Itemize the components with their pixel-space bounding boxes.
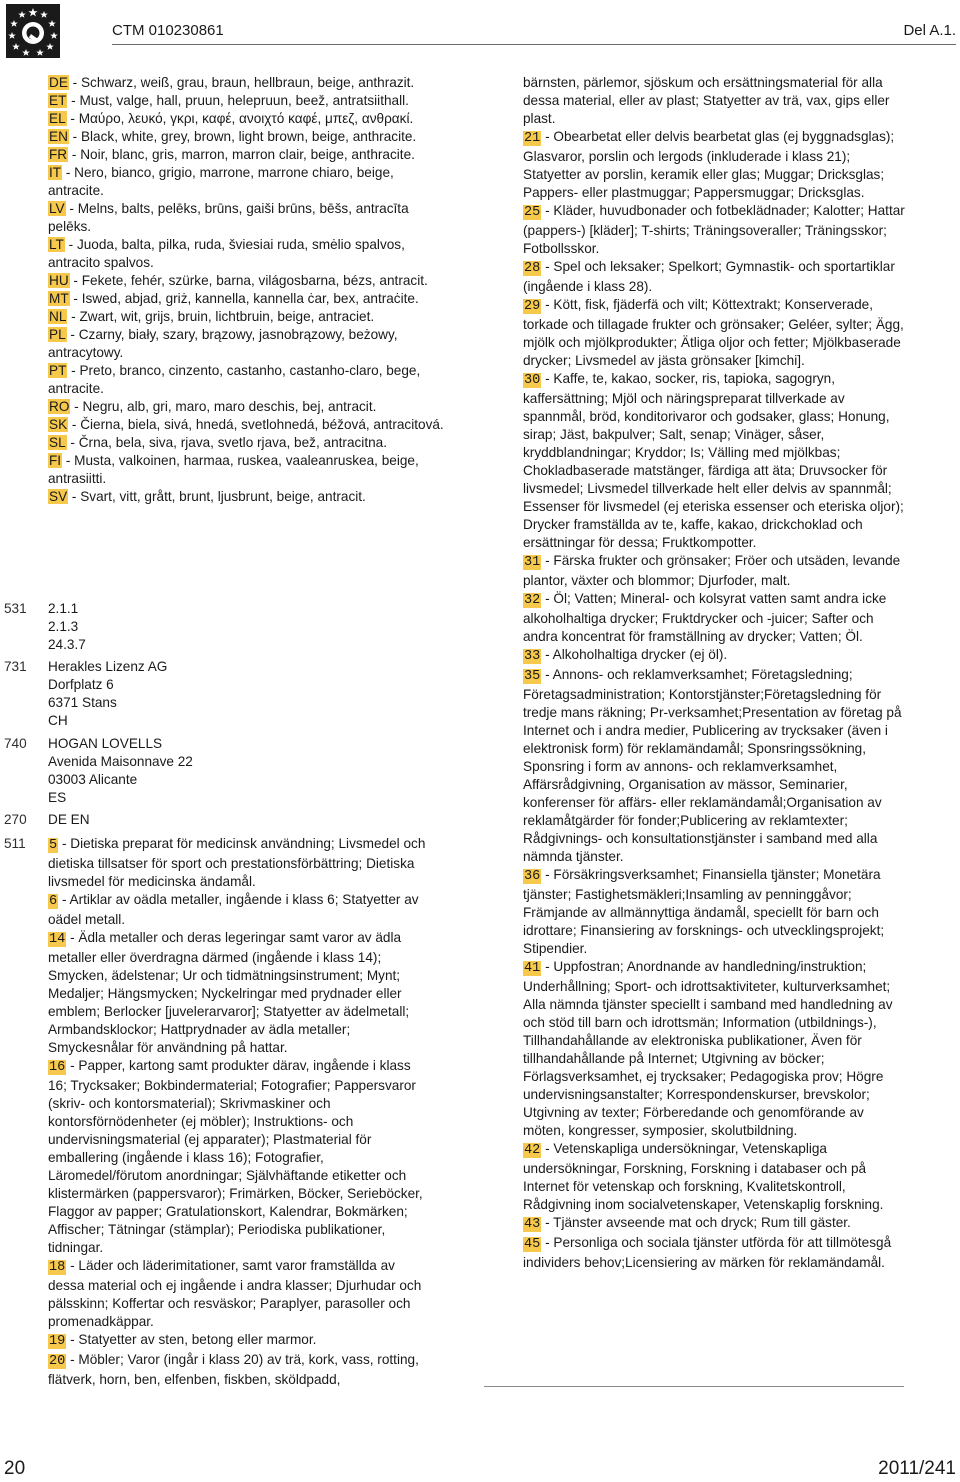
colour-entry <box>48 272 448 290</box>
colour-entry <box>48 92 448 110</box>
goods-services-right <box>523 74 908 1272</box>
language-code: IT <box>49 165 62 180</box>
goods-class-entry <box>48 1351 433 1389</box>
colour-entry <box>48 128 448 146</box>
class-number: 31 <box>524 555 541 570</box>
class-number: 21 <box>524 131 541 146</box>
applicant-city: 6371 Stans <box>48 695 117 710</box>
class-text: - Papper, kartong samt produkter därav, ingående i klass 16; Trycksaker; Bokbindermaterial; Fotografier; Pappersvaror (skriv- och kontorsmaterial); Skrivmaskiner och kontorsförnödenheter (ej möbler); Instruktions- och undervisningsmaterial (ej apparater); Plastmaterial för emballering (ingående i klass 16); Fotografier, Läromedel/förutom anordningar; Självhäftande etiketter och klistermärken (pappersvaror); Frimärken, Böcker, Serieböcker, Flaggor av papper; Gratulationskort, Kalendrar, Bokmärken; Affischer; Tätningar (stämplar); Periodiska publikationer, tidningar. <box>48 1058 423 1255</box>
applicant-country: CH <box>48 713 68 728</box>
colour-entry <box>48 398 448 416</box>
section-part: Del A.1. <box>903 22 956 39</box>
class-number: 43 <box>524 1217 541 1232</box>
language-code: ET <box>49 93 67 108</box>
class-number: 20 <box>49 1354 66 1369</box>
goods-class-entry <box>523 1214 908 1234</box>
goods-class-entry <box>48 1057 433 1257</box>
colour-entry <box>48 488 448 506</box>
goods-class-entry <box>523 552 908 590</box>
class-number: 29 <box>524 299 541 314</box>
colour-entry <box>48 200 448 236</box>
colour-entry <box>48 146 448 164</box>
field-number-511: 511 <box>4 836 26 851</box>
class-text: - Läder och läderimitationer, samt varor framställda av dessa material och ej ingående i andra klasser; Djurhudar och pälsskinn; Koffertar och resväskor; Paraplyer, parasoller och promenadkäppar. <box>48 1258 422 1329</box>
representative-country: ES <box>48 790 67 805</box>
class-text: - Obearbetat eller delvis bearbetat glas (ej byggnadsglas); Glasvaror, porslin och lergods (inkluderade i klass 21); Statyetter av porslin, keramik eller glas; Muggar; Dricksglas; Pappers- eller plastmuggar; Pappersmuggar; Dricksglas. <box>523 129 895 200</box>
class-number: 6 <box>49 894 58 909</box>
colour-entry <box>48 164 448 200</box>
class-number: 42 <box>524 1143 541 1158</box>
colour-entry <box>48 110 448 128</box>
representative-street: Avenida Maisonnave 22 <box>48 754 193 769</box>
colour-text: - Melns, balts, pelēks, brūns, gaiši brūns, bēšs, antracīta pelēks. <box>48 201 409 234</box>
language-code: LT <box>49 237 64 252</box>
colour-text: - Noir, blanc, gris, marron, marron clair, beige, anthracite. <box>68 147 415 162</box>
colour-text: - Iswed, abjad, griż, kannella, kannella ċar, bex, antraċite. <box>69 291 419 306</box>
language-code: PT <box>49 363 67 378</box>
colour-entry <box>48 326 448 362</box>
class-text: - Spel och leksaker; Spelkort; Gymnastik- och sportartiklar (ingående i klass 28). <box>523 259 895 294</box>
goods-class-entry <box>523 202 908 258</box>
goods-class-entry <box>523 646 908 666</box>
colour-entry <box>48 452 448 488</box>
goods-class-entry <box>523 1234 908 1272</box>
colour-text: - Preto, branco, cinzento, castanho, castanho-claro, bege, antracite. <box>48 363 421 396</box>
classification-code: 2.1.1 <box>48 601 79 616</box>
class-text: - Statyetter av sten, betong eller marmor. <box>66 1332 317 1347</box>
language-code: DE <box>49 75 68 90</box>
class-text: - Personliga och sociala tjänster utförda för att tillmötesgå individers behov;Licensiering av märken för reklamändamål. <box>523 1235 892 1270</box>
colour-text: - Fekete, fehér, szürke, barna, világosbarna, bézs, antracit. <box>69 273 428 288</box>
class-number: 19 <box>49 1334 66 1349</box>
entry-end-divider <box>484 1386 904 1387</box>
colour-text: - Schwarz, weiß, grau, braun, hellbraun, beige, anthrazit. <box>68 75 415 90</box>
goods-class-entry <box>48 891 433 929</box>
class-number: 5 <box>49 838 58 853</box>
goods-class-entry <box>523 666 908 866</box>
colour-entry <box>48 74 448 92</box>
header-divider <box>112 44 956 45</box>
ohim-logo <box>6 4 60 58</box>
language-code: SV <box>49 489 68 504</box>
class-text: - Möbler; Varor (ingår i klass 20) av trä, kork, vass, rotting, flätverk, horn, ben, elfenben, fiskben, sköldpadd, <box>48 1352 419 1387</box>
language-code: PL <box>49 327 66 342</box>
colour-text: - Zwart, wit, grijs, bruin, lichtbruin, beige, antraciet. <box>67 309 375 324</box>
goods-class-entry <box>523 866 908 958</box>
colour-text: - Μαύρο, λευκό, γκρι, καφέ, ανοιχτό καφέ, μπεζ, ανθρακί. <box>66 111 414 126</box>
colour-text: - Musta, valkoinen, harmaa, ruskea, vaaleanruskea, beige, antrasiitti. <box>48 453 419 486</box>
goods-services-left <box>48 835 433 1389</box>
language-code: LV <box>49 201 65 216</box>
goods-class-entry <box>523 296 908 370</box>
colour-entry <box>48 416 448 434</box>
class-text: - Färska frukter och grönsaker; Fröer och utsäden, levande plantor, växter och blommor; Djurfoder, malt. <box>523 553 901 588</box>
language-code: RO <box>49 399 70 414</box>
colour-descriptions <box>48 74 448 506</box>
document-code: CTM 010230861 <box>112 22 224 39</box>
class-number: 45 <box>524 1237 541 1252</box>
class-text: - Uppfostran; Anordnande av handledning/instruktion; Underhållning; Sport- och idrottsaktiviteter, kulturverksamhet; Alla nämnda tjänster speciellt i samband med handledning av och stöd till barn och idrottsmän; Information (utbildnings-), Tillhandahållande av elektroniska publikationer, Även för tillhandahållande på Internet; Utgivning av böcker; Förlagsverksamhet, ej trycksaker; Pedagogiska prov; Högre undervisningsanstalter; Korrespondenskurser, brevskolor; Utgivning av texter; Förberedande och genomförande av möten, kongresser, symposier, skolutbildning. <box>523 959 893 1138</box>
colour-entry <box>48 236 448 272</box>
class-text: - Ädla metaller och deras legeringar samt varor av ädla metaller eller överdragna därmed (ingående i klass 14); Smycken, ädelstenar; Ur och tidmätningsinstrument; Mynt; Medaljer; Hängsmycken; Nyckelringar med prydnader eller emblem; Berlocker [juvelerarvaror]; Statyetter av ädelmetall; Armbandsklockor; Hattprydnader av ädla metaller; Smyckesnålar för användning på hattar. <box>48 930 410 1055</box>
field-number-270: 270 <box>4 812 27 827</box>
class-text: - Kött, fisk, fjäderfä och vilt; Köttextrakt; Konserverade, torkade och tillagade frukter och grönsaker; Geléer, sylter; Ägg, mjölk och mjölkprodukter; Ätliga oljor och fetter; Mjölkbaserade drycker; Livsmedel av jästa grönsaker [kimchi]. <box>523 297 904 368</box>
class-text: - Vetenskapliga undersökningar, Vetenskapliga undersökningar, Forskning, Forskning i databaser och på Internet för vetenskap och forskning, Kvalitetskontroll, Rådgivning inom socialvetenskaper, Vetenskaplig forskning. <box>523 1141 884 1212</box>
colour-text: - Čierna, biela, sivá, hnedá, svetlohnedá, béžová, antracitová. <box>68 417 444 432</box>
class-text: - Försäkringsverksamhet; Finansiella tjänster; Monetära tjänster; Fastighetsmäkleri;Insamling av penninggåvor; Främjande av allmännyttiga ändamål, speciellt för barn och idrottare; Finansiering av forsknings- och utvecklingsprojekt; Stipendier. <box>523 867 885 956</box>
class-number: 14 <box>49 932 66 947</box>
goods-class-continuation: bärnsten, pärlemor, sjöskum och ersättningsmaterial för alla dessa material, eller av plast; Statyetter av trä, vax, gips eller plast. <box>523 75 890 126</box>
bulletin-issue: 2011/241 <box>878 1458 956 1479</box>
colour-text: - Nero, bianco, grigio, marrone, marrone chiaro, beige, antracite. <box>48 165 394 198</box>
colour-entry <box>48 308 448 326</box>
vienna-classification <box>48 600 86 654</box>
field-number-531: 531 <box>4 601 27 616</box>
page-number: 20 <box>4 1458 26 1479</box>
language-code: MT <box>49 291 69 306</box>
colour-text: - Black, white, grey, brown, light brown, beige, anthracite. <box>68 129 417 144</box>
colour-entry <box>48 290 448 308</box>
class-number: 16 <box>49 1060 66 1075</box>
language-code: FI <box>49 453 62 468</box>
class-number: 41 <box>524 961 541 976</box>
representative-name: HOGAN LOVELLS <box>48 736 163 751</box>
goods-class-entry <box>523 128 908 202</box>
colour-entry <box>48 362 448 398</box>
colour-text: - Negru, alb, gri, maro, maro deschis, bej, antracit. <box>70 399 377 414</box>
class-text: - Tjänster avseende mat och dryck; Rum till gäster. <box>541 1215 851 1230</box>
language-code: SL <box>49 435 66 450</box>
goods-class-entry <box>48 1257 433 1331</box>
language-code: FR <box>49 147 68 162</box>
class-text: - Dietiska preparat för medicinsk användning; Livsmedel och dietiska tillsatser för sport och prestationsförbättring; Dietiska livsmedel för medicinska ändamål. <box>48 836 426 889</box>
applicant-name: Herakles Lizenz AG <box>48 659 168 674</box>
class-number: 28 <box>524 261 541 276</box>
colour-text: - Must, valge, hall, pruun, helepruun, beež, antratsiithall. <box>67 93 409 108</box>
class-number: 30 <box>524 373 541 388</box>
class-number: 25 <box>524 205 541 220</box>
colour-text: - Juoda, balta, pilka, ruda, šviesiai ruda, smėlio spalvos, antracito spalvos. <box>48 237 405 270</box>
class-number: 32 <box>524 593 541 608</box>
class-number: 36 <box>524 869 541 884</box>
goods-class-entry <box>523 370 908 552</box>
goods-class-entry <box>523 590 908 646</box>
classification-code: 24.3.7 <box>48 637 86 652</box>
goods-class-entry <box>48 835 433 891</box>
representative-city: 03003 Alicante <box>48 772 138 787</box>
language-code: EN <box>49 129 68 144</box>
goods-class-entry <box>523 958 908 1140</box>
language-code: HU <box>49 273 69 288</box>
page-header <box>0 0 960 62</box>
class-text: - Artiklar av oädla metaller, ingående i klass 6; Statyetter av oädel metall. <box>48 892 419 927</box>
class-text: - Öl; Vatten; Mineral- och kolsyrat vatten samt andra icke alkoholhaltiga drycker; Fruktdrycker och -juicer; Safter och andra koncentrat för framställning av drycker; Vatten; Öl. <box>523 591 887 644</box>
language-code: NL <box>49 309 67 324</box>
colour-text: - Svart, vitt, grått, brunt, ljusbrunt, beige, antracit. <box>68 489 366 504</box>
field-number-740: 740 <box>4 736 27 751</box>
representative-address <box>48 735 193 807</box>
class-number: 18 <box>49 1260 66 1275</box>
class-text: - Alkoholhaltiga drycker (ej öl). <box>541 647 728 662</box>
class-text: - Kaffe, te, kakao, socker, ris, tapioka, sagogryn, kaffersättning; Mjöl och näringspreparat tillverkade av spannmål, bröd, konditorivaror och godsaker, glass; Honung, sirap; Jäst, bakpulver; Salt, senap; Vinäger, såser, kryddblandningar; Kryddor; Is; Välling med mjölkbas; Chokladbaserade matstänger, färdiga att äta; Druvsocker för livsmedel; Livsmedel tillverkade helt eller delvis av spannmål; Essenser för livsmedel (ej eteriska essenser och eteriska oljor); Drycker framställda av te, kaffe, kakao, drickchoklad och ersättningar för dessa; Fruktkompotter. <box>523 371 904 550</box>
field-number-731: 731 <box>4 659 27 674</box>
applicant-street: Dorfplatz 6 <box>48 677 114 692</box>
class-number: 35 <box>524 669 541 684</box>
colour-entry <box>48 434 448 452</box>
class-text: - Annons- och reklamverksamhet; Företagsledning; Företagsadministration; Kontorstjänster;Företagsledning för tredje mans räkning; Pr-verksamhet;Presentation av företag på Internet och i andra medier, Publicering av trycksaker (även i elektronisk form) för reklamändamål; Sponsringssökning, Sponsring i form av annons- och reklamverksamhet, Affärsrådgivning, Organisation av mässor, Seminarier, konferenser för affärs- eller reklamändamål;Organisation av reklamåtgärder för fonder;Publicering av reklamtexter; Rådgivnings- och konsultationstjänster i samband med alla nämnda tjänster. <box>523 667 902 864</box>
class-number: 33 <box>524 649 541 664</box>
language-code: SK <box>49 417 68 432</box>
language-code: EL <box>49 111 66 126</box>
applicant-address <box>48 658 167 730</box>
goods-class-entry <box>48 929 433 1057</box>
class-text: - Kläder, huvudbonader och fotbeklädnader; Kalotter; Hattar (pappers-) [kläder]; T-shirts; Träningsoveraller; Träningsskor; Fotbollsskor. <box>523 203 905 256</box>
classification-code: 2.1.3 <box>48 619 79 634</box>
goods-class-entry <box>523 1140 908 1214</box>
languages: DE EN <box>48 812 90 827</box>
colour-text: - Črna, bela, siva, rjava, svetlo rjava, bež, antracitna. <box>66 435 387 450</box>
goods-class-entry <box>523 258 908 296</box>
goods-class-entry <box>48 1331 433 1351</box>
colour-text: - Czarny, biały, szary, brązowy, jasnobrązowy, beżowy, antracytowy. <box>48 327 398 360</box>
